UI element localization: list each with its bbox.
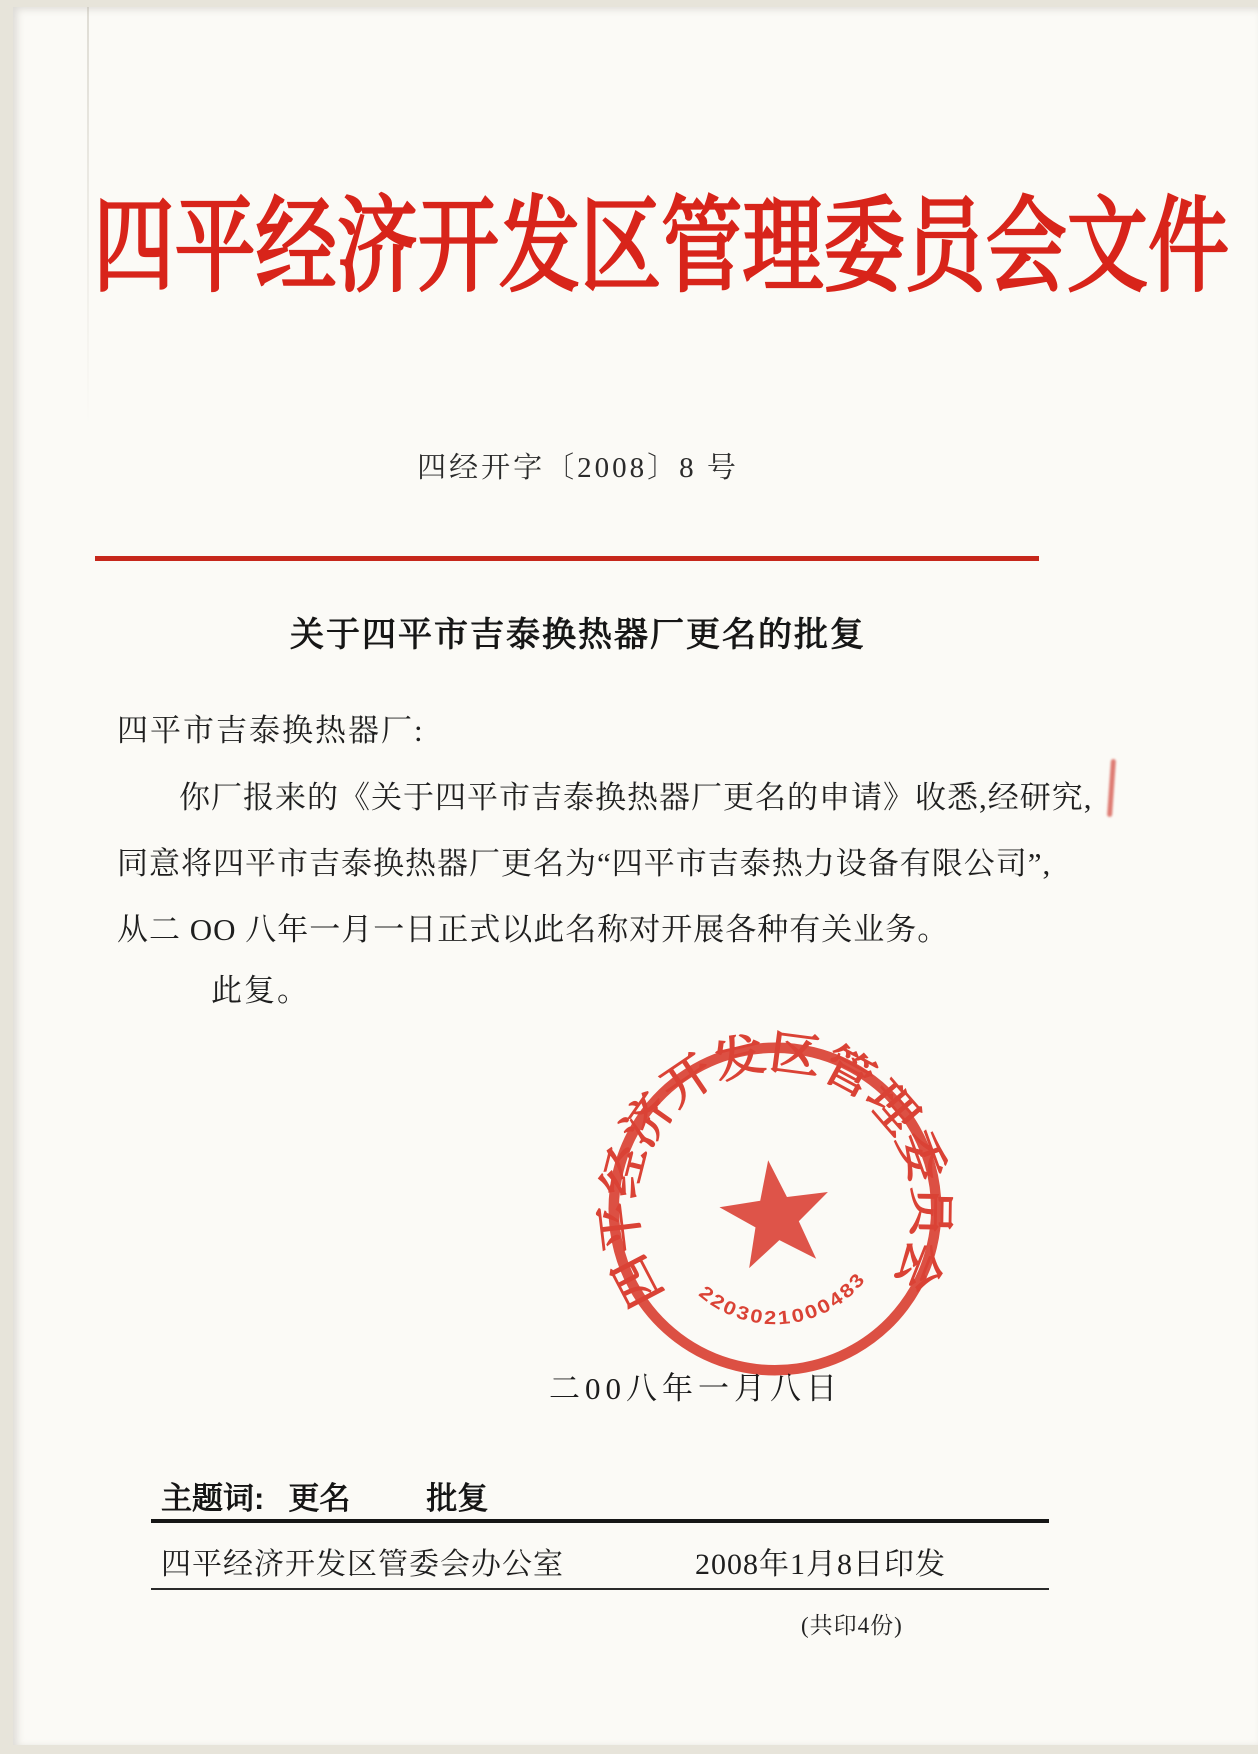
paper-sheet	[13, 7, 1258, 1745]
subject-term: 批复	[426, 1481, 489, 1516]
body-line: 同意将四平市吉泰换热器厂更名为“四平市吉泰热力设备有限公司”,	[117, 846, 1052, 881]
subject-term: 更名	[288, 1481, 351, 1516]
document-title: 关于四平市吉泰换热器厂更名的批复	[290, 616, 866, 654]
footer-row	[161, 1539, 1041, 1583]
red-divider-rule	[95, 556, 1039, 561]
scan-crease-line	[87, 7, 89, 427]
print-date: 2008年1月8日印发	[695, 1548, 946, 1581]
issue-date: 二00八年一月八日	[549, 1371, 842, 1406]
red-header-title: 四平经济开发区管理委员会文件	[93, 190, 1230, 305]
body-line: 从二 OO 八年一月一日正式以此名称对开展各种有关业务。	[117, 912, 950, 947]
footer-rule-top	[151, 1519, 1049, 1523]
copies-note: (共印4份)	[801, 1613, 903, 1638]
closing-phrase: 此复。	[211, 973, 310, 1008]
issuing-office: 四平经济开发区管委会办公室	[161, 1548, 564, 1581]
seal-number-arc-text: 2203021000483	[695, 1269, 869, 1329]
subject-keywords-row	[161, 1473, 488, 1518]
body-line: 你厂报来的《关于四平市吉泰换热器厂更名的申请》收悉,经研究,	[179, 780, 1093, 815]
document-number: 四经开字〔2008〕8 号	[417, 452, 739, 484]
scan-artifact	[1107, 759, 1116, 817]
body-paragraph	[117, 765, 1093, 963]
official-seal	[574, 1008, 976, 1410]
salutation-line: 四平市吉泰换热器厂:	[117, 713, 425, 748]
subject-label: 主题词:	[161, 1481, 265, 1516]
star-icon	[714, 1153, 837, 1271]
seal-org-arc-text: 四平经济开发区管理委员会	[593, 1027, 956, 1316]
footer-rule-bottom	[151, 1588, 1049, 1590]
